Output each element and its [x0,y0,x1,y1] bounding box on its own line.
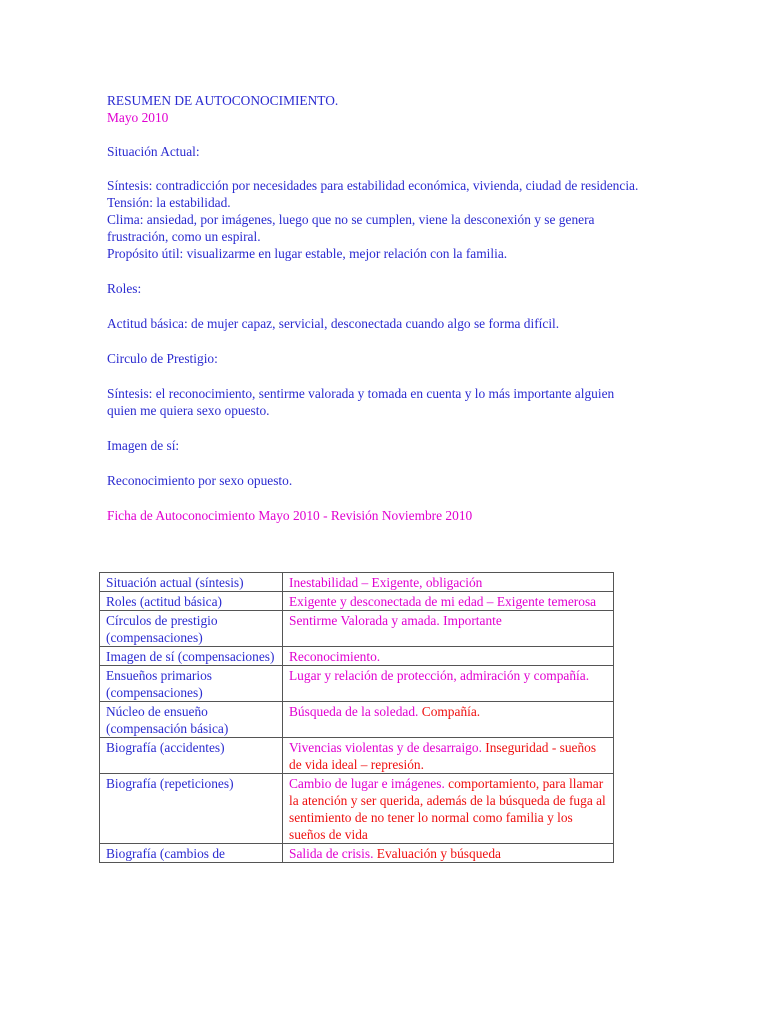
table-cell-value [283,702,614,738]
sintesis-text: Síntesis: contradicción por necesidades para estabilidad económica, vivienda, ciudad de residencia. [107,178,639,193]
table-cell-key: Ensueños primarios (compensaciones) [100,666,283,702]
circulo-heading: Circulo de Prestigio: [107,351,218,366]
table-cell-value [283,611,614,647]
actitud-text: Actitud básica: de mujer capaz, servicial, desconectada cuando algo se forma difícil. [107,316,560,331]
table-row [100,647,614,666]
table-row [100,592,614,611]
clima-text: Clima: ansiedad, por imágenes, luego que no se cumplen, viene la desconexión y se genera frustración, como un espiral. [107,212,595,244]
value-red-text: Inseguridad - sueños de vida ideal – represión. [289,740,597,772]
table-cell-value [283,844,614,863]
table-cell-key: Núcleo de ensueño (compensación básica) [100,702,283,738]
table-cell-value [283,738,614,774]
document-body [107,92,647,524]
table-cell-key: Biografía (accidentes) [100,738,283,774]
table-cell-key: Imagen de sí (compensaciones) [100,647,283,666]
ficha-title: Ficha de Autoconocimiento Mayo 2010 - Revisión Noviembre 2010 [107,508,473,523]
ficha-table [99,572,614,863]
circulo-sintesis-text: Síntesis: el reconocimiento, sentirme valorada y tomada en cuenta y lo más importante alguien quien me quiera sexo opuesto. [107,386,615,418]
value-magenta-text: Búsqueda de la soledad. [289,704,419,719]
proposito-text: Propósito útil: visualizarme en lugar estable, mejor relación con la familia. [107,246,508,261]
situacion-heading: Situación Actual: [107,144,200,159]
value-magenta-text: Lugar y relación de protección, admiración y compañía. [289,668,590,683]
value-magenta-text: Exigente y desconectada de mi edad – Exigente temerosa [289,594,597,609]
value-magenta-text: Sentirme Valorada y amada. Importante [289,613,502,628]
table-cell-key: Biografía (cambios de [100,844,283,863]
value-magenta-text: Inestabilidad – Exigente, obligación [289,575,483,590]
tension-text: Tensión: la estabilidad. [107,195,231,210]
value-red-text: comportamiento, para llamar la atención y ser querida, además de la búsqueda de fuga al sentimiento de no tener lo normal como familia y los sueños de vida [289,776,606,842]
roles-heading: Roles: [107,281,142,296]
value-magenta-text: Reconocimiento. [289,649,381,664]
table-row [100,774,614,844]
table-row [100,666,614,702]
value-magenta-text: Salida de crisis. [289,846,374,861]
table-row [100,573,614,592]
table-cell-value [283,774,614,844]
table-row [100,611,614,647]
value-magenta-text: Vivencias violentas y de desarraigo. [289,740,482,755]
table-cell-key: Círculos de prestigio (compensaciones) [100,611,283,647]
table-cell-value [283,666,614,702]
document-title: RESUMEN DE AUTOCONOCIMIENTO. [107,93,339,108]
value-magenta-text: Cambio de lugar e imágenes. [289,776,445,791]
document-date: Mayo 2010 [107,110,169,125]
value-red-text: Compañía. [418,704,481,719]
table-cell-value [283,647,614,666]
table-row [100,702,614,738]
table-cell-value [283,573,614,592]
table-cell-value [283,592,614,611]
table-cell-key: Roles (actitud básica) [100,592,283,611]
table-row [100,738,614,774]
table-cell-key: Situación actual (síntesis) [100,573,283,592]
imagen-heading: Imagen de sí: [107,438,180,453]
table-cell-key: Biografía (repeticiones) [100,774,283,844]
value-red-text: Evaluación y búsqueda [373,846,501,861]
table-row [100,844,614,863]
imagen-text: Reconocimiento por sexo opuesto. [107,473,293,488]
